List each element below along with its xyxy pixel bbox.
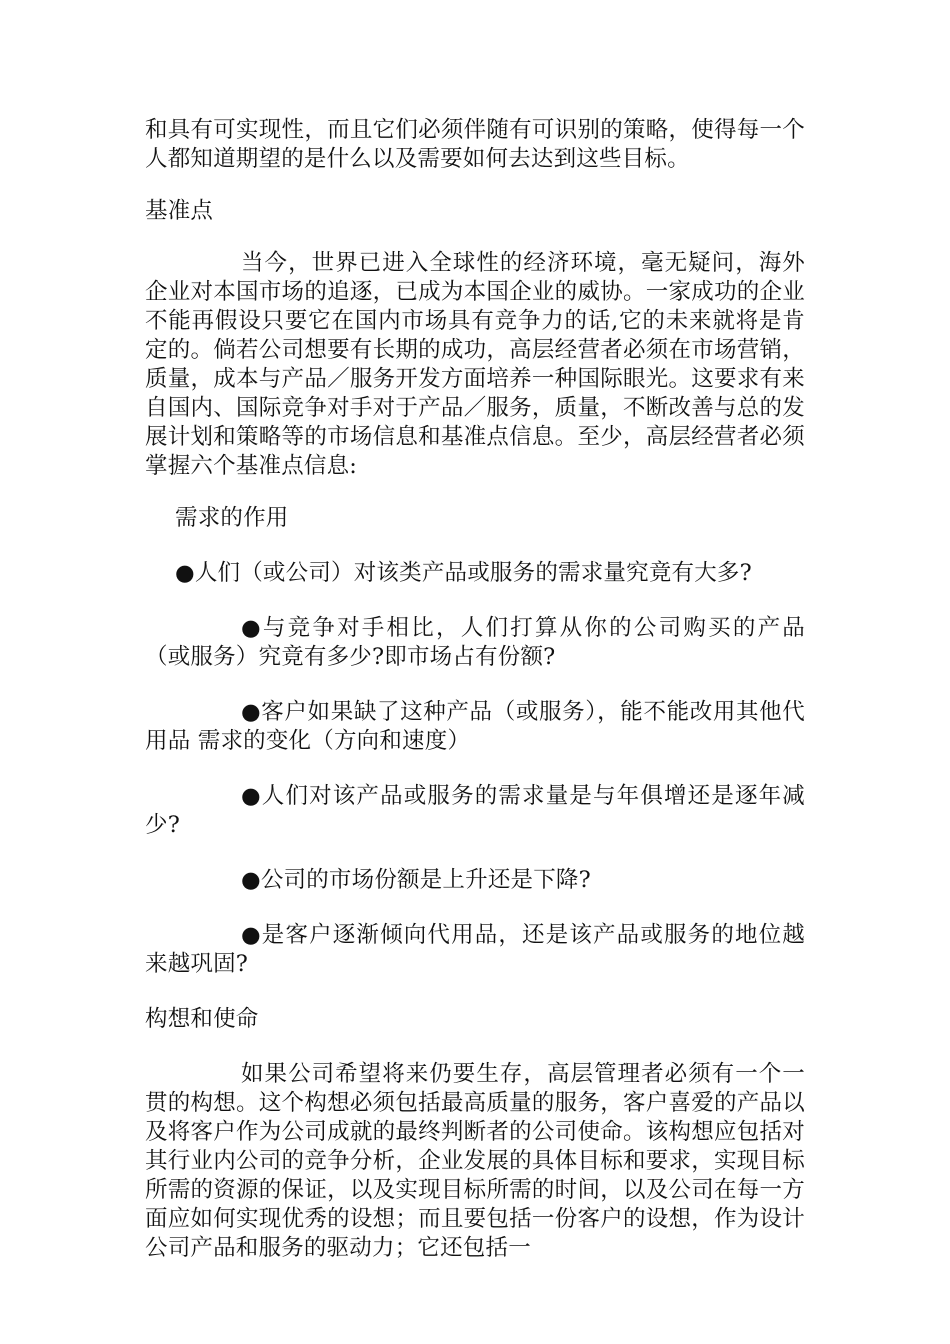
bullet-item: ●人们（或公司）对该类产品或服务的需求量究竟有大多? — [175, 560, 752, 586]
vision-paragraph: 如果公司希望将来仍要生存，高层管理者必须有一个一贯的构想。这个构想必须包括最高质量的服务，客户喜爱的产品以及将客户作为公司成就的最终判断者的公司使命。该构想应包括对其行业内公司的竞争分析，企业发展的具体目标和要求，实现目标所需的资源的保证，以及实现目标所需的时间，以及公司在每一方面应如何实现优秀的设想；而且要包括一份客户的设想，作为设计公司产品和服务的驱动力；它还包括一 — [145, 1061, 805, 1261]
demand-heading: 需求的作用 — [175, 505, 289, 531]
bullet-item: ●与竞争对手相比，人们打算从你的公司购买的产品（或服务）究竟有多少?即市场占有份额? — [145, 615, 805, 670]
benchmark-paragraph: 当今，世界已进入全球性的经济环境，毫无疑问，海外企业对本国市场的追逐，已成为本国企业的威协。一家成功的企业不能再假设只要它在国内市场具有竞争力的话,它的未来就将是肯定的。倘若公司想要有长期的成功，高层经营者必须在市场营销，质量，成本与产品／服务开发方面培养一种国际眼光。这要求有来自国内、国际竞争对手对于产品／服务，质量，不断改善与总的发展计划和策略等的市场信息和基准点信息。至少，高层经营者必须掌握六个基准点信息: — [145, 250, 805, 479]
bullet-item: ●客户如果缺了这种产品（或服务），能不能改用其他代用品 需求的变化（方向和速度） — [145, 699, 805, 754]
bullet-item: ●是客户逐渐倾向代用品，还是该产品或服务的地位越来越巩固? — [145, 922, 805, 977]
intro-paragraph: 和具有可实现性，而且它们必须伴随有可识别的策略，使得每一个人都知道期望的是什么以及需要如何去达到这些目标。 — [145, 117, 805, 172]
bullet-item: ●人们对该产品或服务的需求量是与年俱增还是逐年减少? — [145, 783, 805, 838]
benchmark-heading: 基准点 — [145, 198, 214, 224]
bullet-item: ●公司的市场份额是上升还是下降? — [241, 867, 591, 893]
vision-heading: 构想和使命 — [145, 1006, 259, 1032]
document-body — [145, 116, 805, 1263]
